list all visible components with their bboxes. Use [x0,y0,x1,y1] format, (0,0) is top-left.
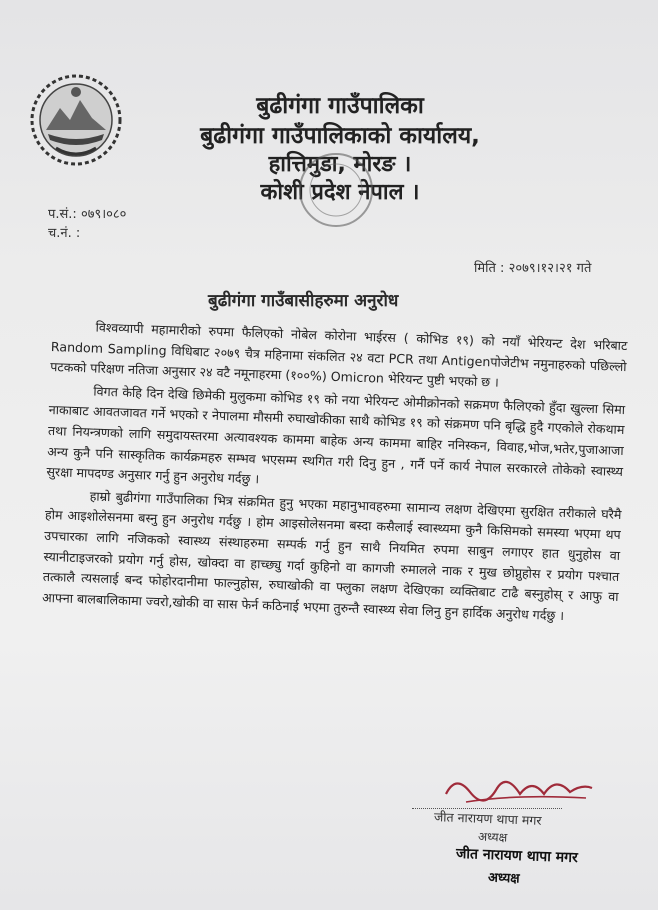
stamp-signatory-name: जीत नारायण थापा मगर [455,845,578,867]
stamp-signatory-role: अध्यक्ष [487,870,520,887]
letter-body [42,316,628,630]
office-address-line: हात्तिमुडा, मोरङ । [268,152,412,177]
office-province-line: कोशी प्रदेश नेपाल । [260,180,420,205]
office-name-line1: बुढीगंगा गाउँपालिका [256,93,424,119]
office-name-line2: बुढीगंगा गाउँपालिकाको कार्यालय, [200,123,480,149]
letter-subject: बुढीगंगा गाउँबासीहरुमा अनुरोध [208,291,399,311]
signatory-role: अध्यक्ष [477,829,508,845]
body-paragraph-3: हाम्रो बुढीगंगा गाउँपालिका भित्र संक्रमित हुनु भएका महानुभावहरुमा सामान्य लक्षण देखिएमा सुरक्षित तरीकाले घरैमै होम आइशोलेसनमा बस्नु हुन अनुरोध गर्दछु । होम आइसोलेसनमा बस्दा कसैलाई स्वास्थ्यमा कुनै किसिमको समस्या भएमा थप उपचारका लागि नजिकको स्वास्थ्य संस्थाहरुमा सम्पर्क गर्नु हुन साथै नियमित रुपमा साबुन लगाएर हात धुनुहोस वा स्यानीटाइजरको प्रयोग गर्नु होस, खोक्दा वा हाच्छ्यु गर्दा कुहिनो वा कागजी रुमालले नाक र मुख छोप्नुहोस र प्रयोग पश्चात तत्कालै त्यसलाई बन्द फोहोरदानीमा फाल्नुहोस, रुघाखोकी वा फ्लुका लक्षण देखिएका व्यक्तिबाट टाढै बस्नुहोस् र आफु वा आफ्ना बालबालिकामा ज्वरो,खोकी वा सास फेर्न कठिनाई भएमा तुरुन्तै स्वास्थ्य सेवा लिनु हुन हार्दिक अनुरोध गर्दछु । [41,488,622,623]
body-paragraph-2: विगत केहि दिन देखि छिमेकी मुलुकमा कोभिड १९ को नया भेरियन्ट ओमीक्रोनको सक्रमण फैलिएको हुँदा खुल्ला सिमा नाकाबाट आवतजावत गर्ने भएको र नेपालमा मौसमी रुघाखोकीका साथै कोभिड १९ को संक्रमण पनि बृद्धि हुदै गएकोले रोकथाम तथा नियन्त्रणको लागि समुदायस्तरमा अत्यावश्यक काममा बाहेक अन्य काममा बाहिर ननिस्कन, विवाह,भोज,भतेर,पुजाआजा अन्य कुनै पनि सास्कृतिक कार्यक्रमहरु सम्भव भएसम्म स्थगित गरी दिनु हुन , गर्नै पर्ने कार्य नेपाल सरकारले तोकेको स्वास्थ्य सुरक्षा मापदण्ड अनुसार गर्नु हुन अनुरोध गर्दछु । [46,383,626,487]
dispatch-number: च.नं. : [48,226,81,241]
letter-date: मिति : २०७९।१२।२१ गते [474,261,592,276]
handwritten-signature-icon [436,764,596,814]
body-paragraph-1: विश्वव्यापी महामारीको रुपमा फैलिएको नोबेल कोरोना भाईरस ( कोभिड १९) को नयाँ भेरियन्ट देश भरिबाट Random Sampling विधिबाट २०७९ चैत्र महिनामा संकलित २४ वटा PCR तथा Antigenपोजेटीभ नमुनाहरुको पछिल्लो पटकको परिक्षण नतिजा अनुसार २४ वटै नमूनाहरमा (१००%) Omicron भेरियन्ट पुष्टी भएको छ । [49,319,628,390]
government-emblem-icon [26,70,126,170]
signatory-name: जीत नारायण थापा मगर [433,809,542,828]
letter-number: प.सं.: ०७९।०८० [48,207,127,222]
office-stamp-icon [296,150,376,230]
